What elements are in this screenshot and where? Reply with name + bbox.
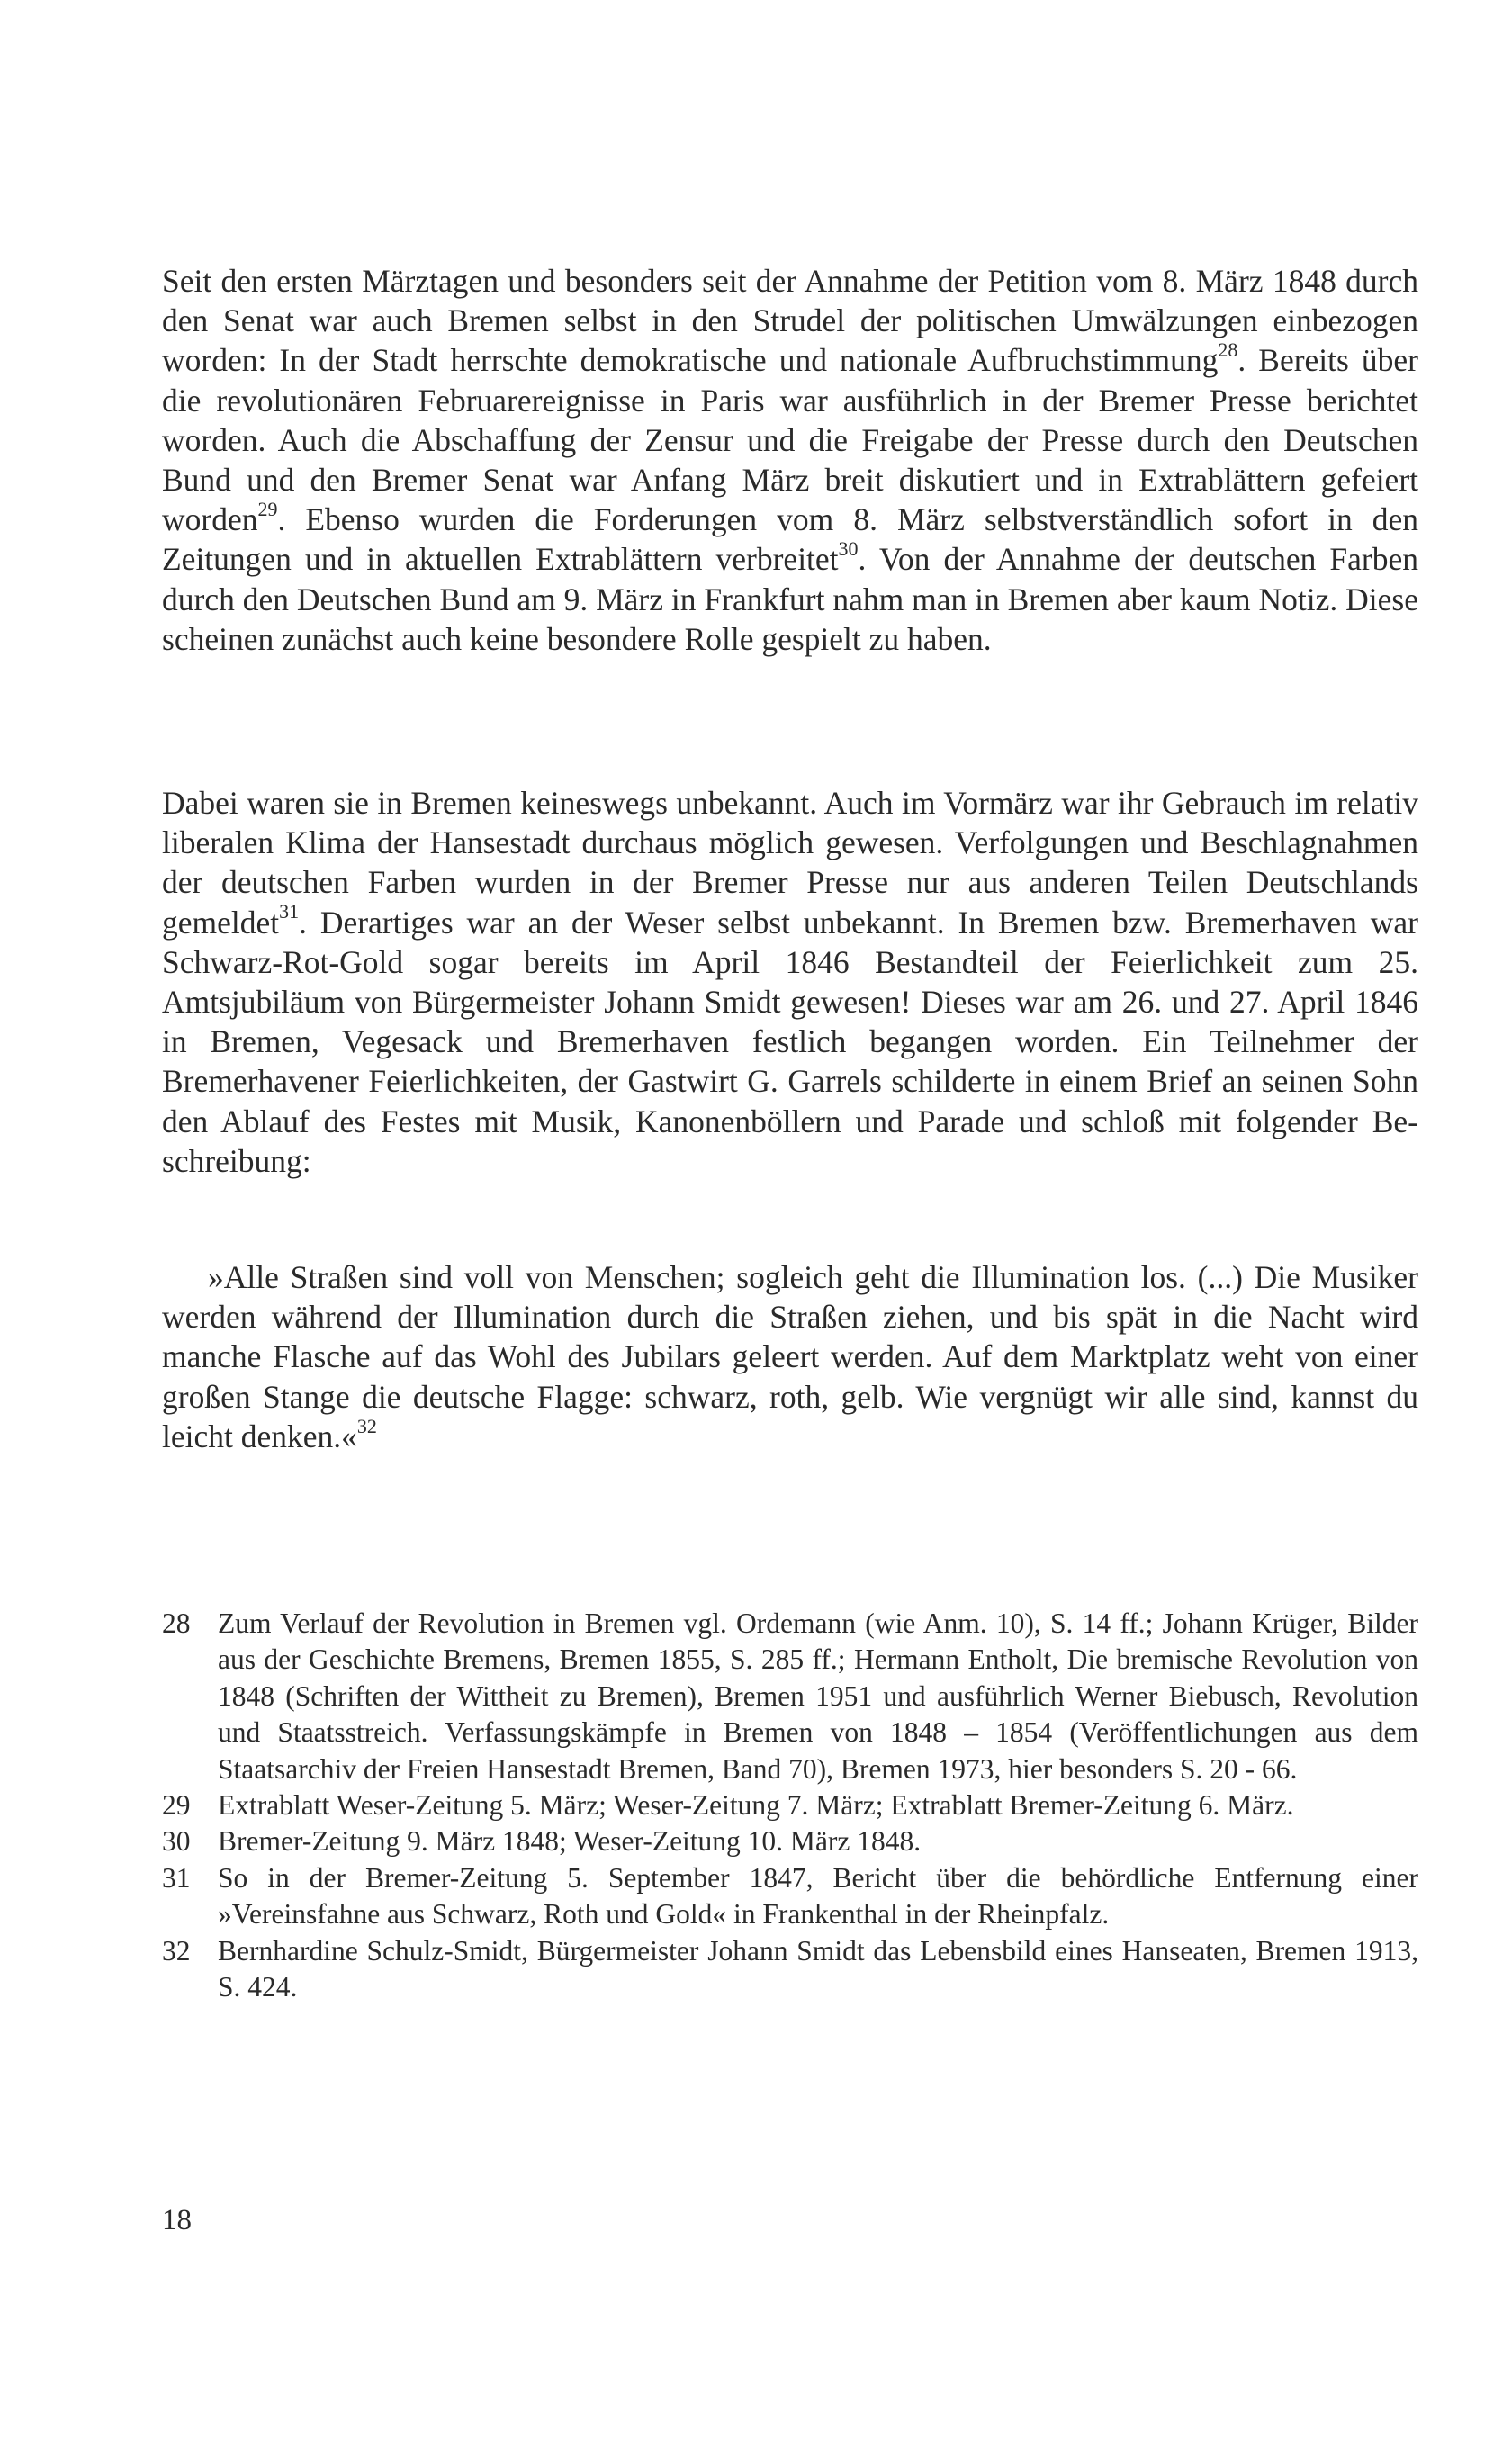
body-paragraph xyxy=(162,261,1418,659)
text-run: »Alle Straßen sind voll von Menschen; sogleich geht die Illumination los. (...) Die Musiker werden während der Illumination durch die Straßen ziehen, und bis spät in die Nacht wird manche Flasche auf das Wohl des Jubilars geleert werden. Auf dem Marktplatz weht von einer großen Stange die deutsche Flagge: schwarz, roth, gelb. Wie vergnügt wir alle sind, kannst du leicht denken.« xyxy=(162,1259,1418,1454)
footnote xyxy=(162,1787,1418,1823)
footnote-text: Extrablatt Weser-Zeitung 5. März; Weser-Zeitung 7. März; Extrablatt Bremer-Zeitung 6. März. xyxy=(218,1789,1294,1822)
footnote-number: 29 xyxy=(162,1789,191,1822)
footnote xyxy=(162,1606,1418,1787)
text-run: . Von der Annahme der deutschen Farben durch den Deutschen Bund am 9. März in Frankfurt nahm man in Bremen aber kaum Notiz. Diese scheinen zunächst auch keine besondere Rolle gespielt zu haben. xyxy=(162,541,1418,657)
page-number: 18 xyxy=(162,2204,192,2236)
footnote-marker: 32 xyxy=(356,1414,377,1437)
footnote xyxy=(162,1933,1418,2006)
footnote xyxy=(162,1823,1418,1859)
text-run: Dabei waren sie in Bremen keineswegs unbekannt. Auch im Vormärz war ihr Gebrauch im relativ liberalen Klima der Hansestadt durchaus möglich gewesen. Verfolgungen und Beschlagnahmen der deutschen Farben wurden in der Bremer Presse nur aus anderen Teilen Deutschlands gemeldet xyxy=(162,785,1418,940)
text-run: . Bereits über die revolutionären Februarereignisse in Paris war ausführlich in der Bremer Presse berichtet worden. Auch die Abschaffung der Zensur und die Freigabe der Presse durch den Deutschen Bund und den Bremer Senat war Anfang März breit diskutiert und in Extrablättern gefeiert worden xyxy=(162,342,1418,538)
footnote-number: 30 xyxy=(162,1825,191,1858)
footnote-number: 28 xyxy=(162,1607,191,1639)
footnote-marker: 31 xyxy=(279,900,300,923)
footnote-marker: 28 xyxy=(1218,338,1238,362)
footnote-number: 31 xyxy=(162,1861,191,1894)
footnote xyxy=(162,1860,1418,1933)
footnote-text: Zum Verlauf der Revolution in Bremen vgl. Ordemann (wie Anm. 10), S. 14 ff.; Johann Krüger, Bilder aus der Geschichte Bremens, Bremen 1855, S. 285 ff.; Hermann Entholt, Die bremische Revolution von 1848 (Schriften der Wittheit zu Bremen), Bremen 1951 und ausführlich Werner Biebusch, Revolution und Staatsstreich. Verfassungskämpfe in Bremen von 1848 – 1854 (Veröffentlichungen aus dem Staatsarchiv der Freien Hansestadt Bremen, Band 70), Bremen 1973, hier besonders S. 20 - 66. xyxy=(218,1607,1418,1785)
text-run: Seit den ersten Märztagen und besonders seit der Annahme der Petition vom 8. März 1848 durch den Senat war auch Bremen selbst in den Strudel der politischen Umwälzungen einbezogen worden: In der Stadt herrschte demokratische und nationale Aufbruchstimmung xyxy=(162,263,1418,379)
footnote-marker: 29 xyxy=(257,498,278,521)
footnote-text: Bremer-Zeitung 9. März 1848; Weser-Zeitung 10. März 1848. xyxy=(218,1825,922,1858)
block-quote xyxy=(162,1257,1418,1456)
footnote-marker: 30 xyxy=(838,537,859,561)
body-paragraph xyxy=(162,783,1418,1181)
footnote-number: 32 xyxy=(162,1934,191,1966)
footnote-text: So in der Bremer-Zeitung 5. September 1847, Bericht über die behördliche Entfernung einer »Vereinsfahne aus Schwarz, Roth und Gold« in Frankenthal in der Rheinpfalz. xyxy=(218,1861,1418,1930)
footnote-text: Bernhardine Schulz-Smidt, Bürgermeister Johann Smidt das Lebensbild eines Hanseaten, Bremen 1913, S. 424. xyxy=(218,1934,1418,2003)
footnotes-list xyxy=(162,1606,1418,2005)
text-run: . Derartiges war an der Weser selbst unbekannt. In Bremen bzw. Bremerhaven war Schwarz-Rot-Gold sogar bereits im April 1846 Bestandteil der Feierlichkeit zum 25. Amtsjubiläum von Bürgermeister Johann Smidt gewesen! Dieses war am 26. und 27. April 1846 in Bremen, Vegesack und Bremerhaven festlich begangen worden. Ein Teilnehmer der Bremerhavener Feierlichkeiten, der Gastwirt G. Garrels schilderte in einem Brief an seinen Sohn den Ablauf des Festes mit Musik, Kanonenböllern und Parade und schloß mit folgender Beschreibung: xyxy=(162,904,1418,1179)
text-run: . Ebenso wurden die Forderungen vom 8. März selbstverständlich sofort in den Zeitungen und in aktuellen Extrablättern verbreitet xyxy=(162,501,1418,578)
